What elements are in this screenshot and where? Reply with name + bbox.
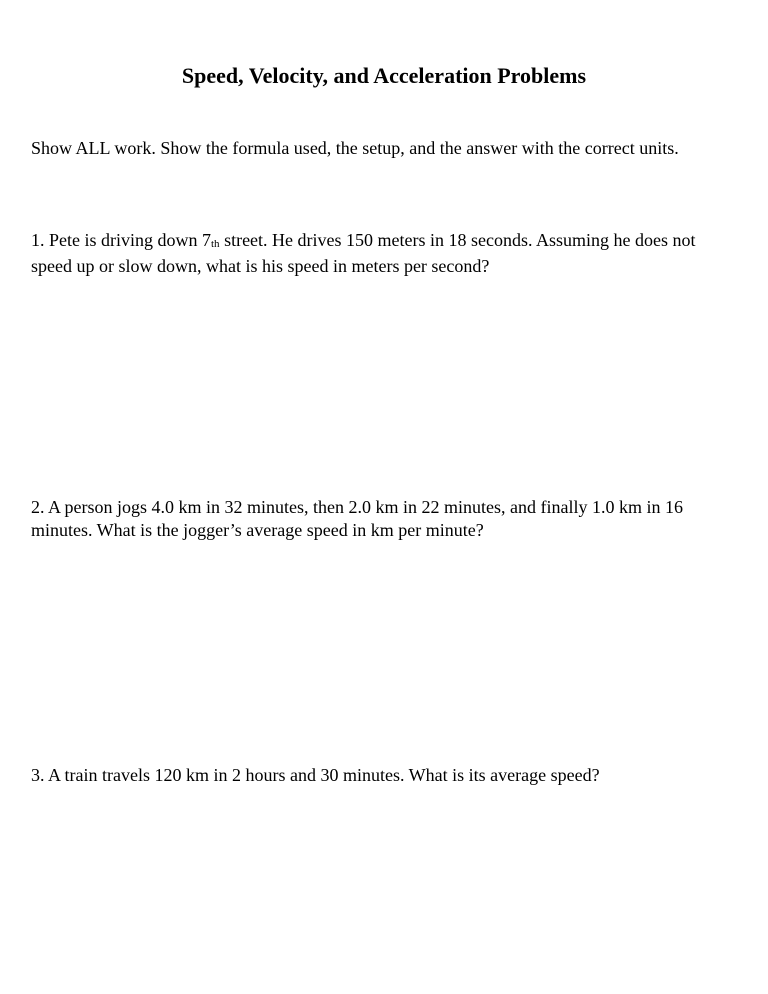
instructions-text: Show ALL work. Show the formula used, the setup, and the answer with the correct units. <box>31 138 679 158</box>
question-1-ordinal-suffix: th <box>211 238 220 250</box>
question-2: 2. A person jogs 4.0 km in 32 minutes, then 2.0 km in 22 minutes, and finally 1.0 km in 16 minutes. What is the jogger’s average speed in km per minute? <box>31 497 683 540</box>
page-title: Speed, Velocity, and Acceleration Problems <box>181 63 587 88</box>
question-1 <box>31 229 731 278</box>
question-1-text-end: street. He drives 150 meters in 18 seconds. Assuming he does not speed up or slow down, what is his speed in meters per second? <box>31 230 696 276</box>
question-3: 3. A train travels 120 km in 2 hours and 30 minutes. What is its average speed? <box>31 765 600 785</box>
question-1-text-start: 1. Pete is driving down 7 <box>31 230 211 250</box>
